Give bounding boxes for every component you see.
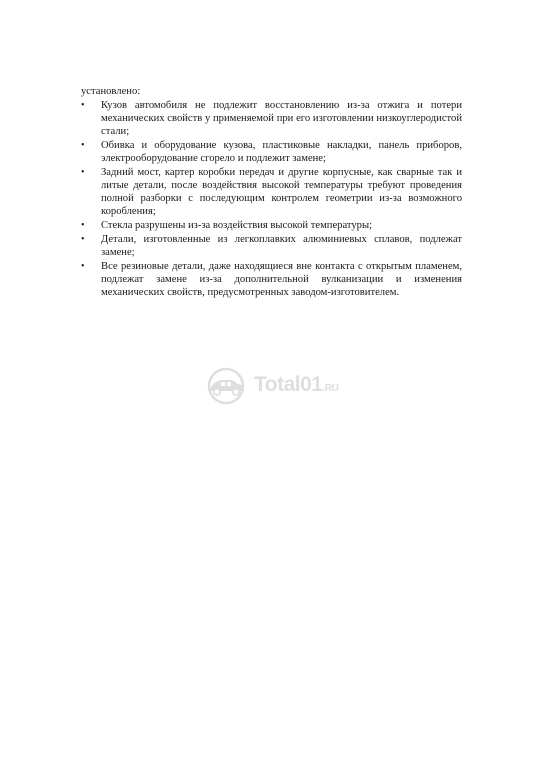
list-item (81, 233, 462, 259)
list-item-text: Обивка и оборудование кузова, пластиковые накладки, панель приборов, электрооборудование сгорело и подлежит замене; (101, 140, 462, 164)
list-item-text: Кузов автомобиля не подлежит восстановлению из-за отжига и потери механических свойств у применяемой при его изготовлении низкоуглеродистой стали; (101, 100, 462, 137)
bullet-icon: • (81, 167, 85, 178)
bullet-icon: • (81, 220, 85, 231)
document-body (81, 85, 462, 300)
watermark-brand: Total01 (254, 373, 323, 396)
bullet-icon: • (81, 261, 85, 272)
list-item-text: Все резиновые детали, даже находящиеся вне контакта с открытым пламенем, подлежат замене из-за дополнительной вулканизации и изменения механических свойств, предусмотренных заводом-изготовителем. (101, 261, 462, 298)
intro-text: установлено: (81, 86, 141, 97)
bullet-icon: • (81, 140, 85, 151)
bullet-list (81, 99, 462, 299)
bullet-icon: • (81, 234, 85, 245)
watermark-text (254, 373, 338, 397)
list-item (81, 260, 462, 299)
list-item-text: Детали, изготовленные из легкоплавких алюминиевых сплавов, подлежат замене; (101, 234, 462, 258)
bullet-icon: • (81, 100, 85, 111)
car-logo-icon (204, 366, 250, 406)
list-item-text: Задний мост, картер коробки передач и другие корпусные, как сварные так и литые детали, после воздействия высокой температуры требуют проведения полной разборки с последующим контролем геометрии из-за возможного коробления; (101, 167, 462, 217)
list-item (81, 166, 462, 218)
list-item (81, 139, 462, 165)
list-item (81, 99, 462, 138)
watermark-suffix: .RU (322, 383, 339, 394)
list-item-text: Стекла разрушены из-за воздействия высокой температуры; (101, 220, 373, 231)
watermark (204, 366, 364, 406)
list-item (81, 219, 462, 232)
